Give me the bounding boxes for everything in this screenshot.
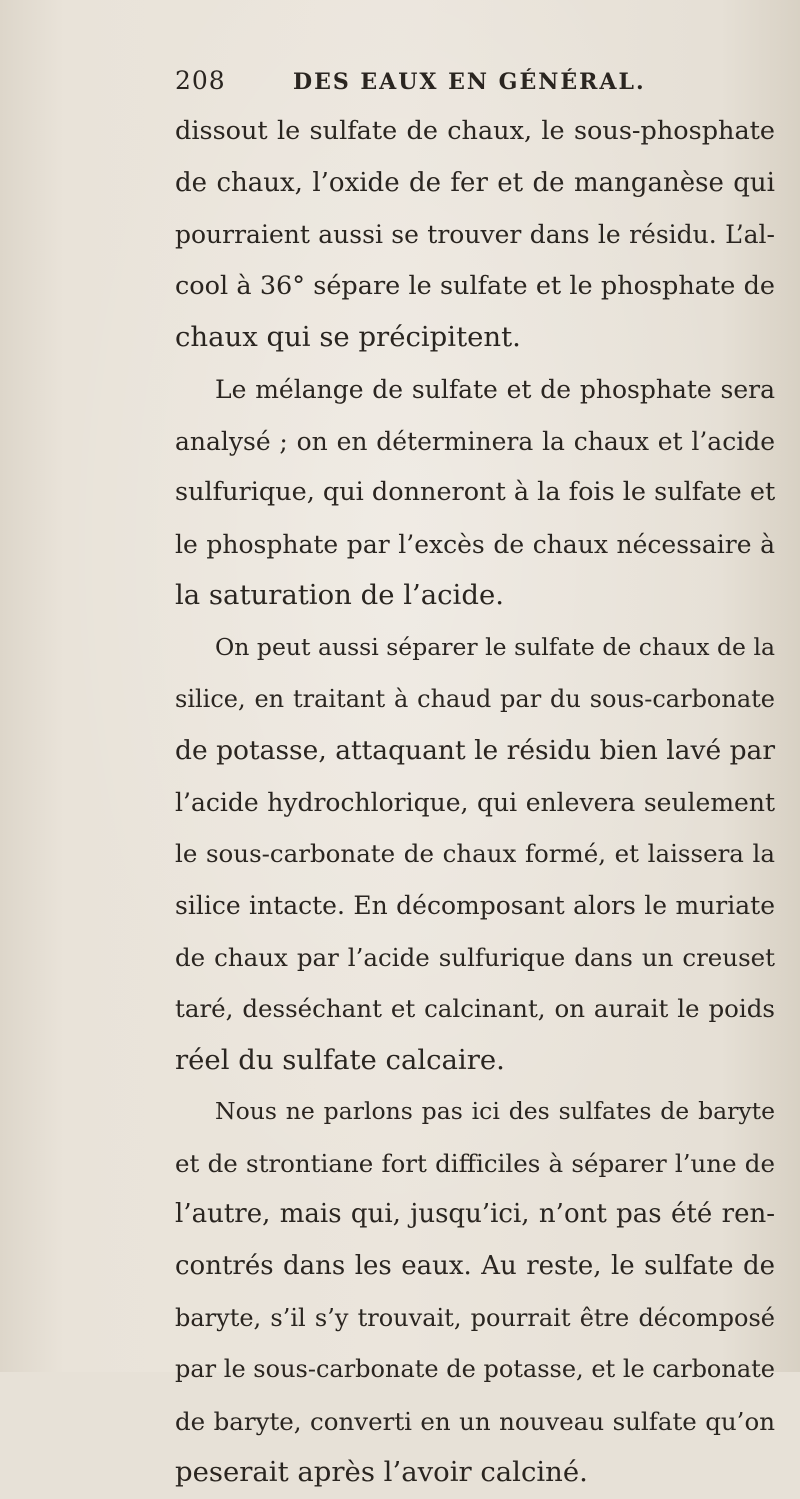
text-line: dissout le sulfate de chaux, le sous-phosphate xyxy=(175,116,775,146)
text-line: analysé ; on en déterminera la chaux et l’acide xyxy=(175,426,775,456)
text-line: Nous ne parlons pas ici des sulfates de baryte xyxy=(215,1097,775,1126)
text-line: cool à 36° sépare le sulfate et le phosphate de xyxy=(175,270,775,301)
text-line: de chaux par l’acide sulfurique dans un creuset xyxy=(175,942,775,972)
text-line: silice intacte. En décomposant alors le muriate xyxy=(175,890,775,920)
text-line: et de strontiane fort difficiles à séparer l’une de xyxy=(175,1148,775,1178)
text-line: baryte, s’il s’y trouvait, pourrait être décomposé xyxy=(175,1303,775,1332)
text-line: de baryte, converti en un nouveau sulfate qu’on xyxy=(175,1406,775,1436)
text-line: peserait après l’avoir calciné. xyxy=(175,1456,588,1489)
page-number: 208 xyxy=(175,66,226,95)
text-line: la saturation de l’acide. xyxy=(175,579,504,612)
text-line: l’acide hydrochlorique, qui enlevera seulement xyxy=(175,787,775,817)
text-line: Le mélange de sulfate et de phosphate sera xyxy=(215,374,775,404)
text-line: silice, en traitant à chaud par du sous-carbonate xyxy=(175,684,775,713)
body-text xyxy=(175,106,775,1499)
text-line: de chaux, l’oxide de fer et de manganèse qui xyxy=(175,167,775,198)
text-line: l’autre, mais qui, jusqu’ici, n’ont pas été ren- xyxy=(175,1199,775,1230)
text-line: pourraient aussi se trouver dans le résidu. L’al- xyxy=(175,220,775,250)
text-line: contrés dans les eaux. Au reste, le sulfate de xyxy=(175,1251,775,1282)
text-line: taré, desséchant et calcinant, on aurait le poids xyxy=(175,994,775,1024)
text-line: le phosphate par l’excès de chaux nécessaire à xyxy=(175,529,775,559)
text-line: réel du sulfate calcaire. xyxy=(175,1043,505,1076)
header-title: DES EAUX EN GÉNÉRAL. xyxy=(293,69,646,95)
text-line: On peut aussi séparer le sulfate de chaux de la xyxy=(215,632,775,661)
text-line: chaux qui se précipitent. xyxy=(175,321,521,354)
text-line: par le sous-carbonate de potasse, et le carbonate xyxy=(175,1355,775,1384)
running-head xyxy=(175,66,775,106)
text-line: sulfurique, qui donneront à la fois le sulfate et xyxy=(175,477,776,508)
text-line: de potasse, attaquant le résidu bien lavé par xyxy=(175,735,775,767)
text-line: le sous-carbonate de chaux formé, et laissera la xyxy=(175,839,775,869)
